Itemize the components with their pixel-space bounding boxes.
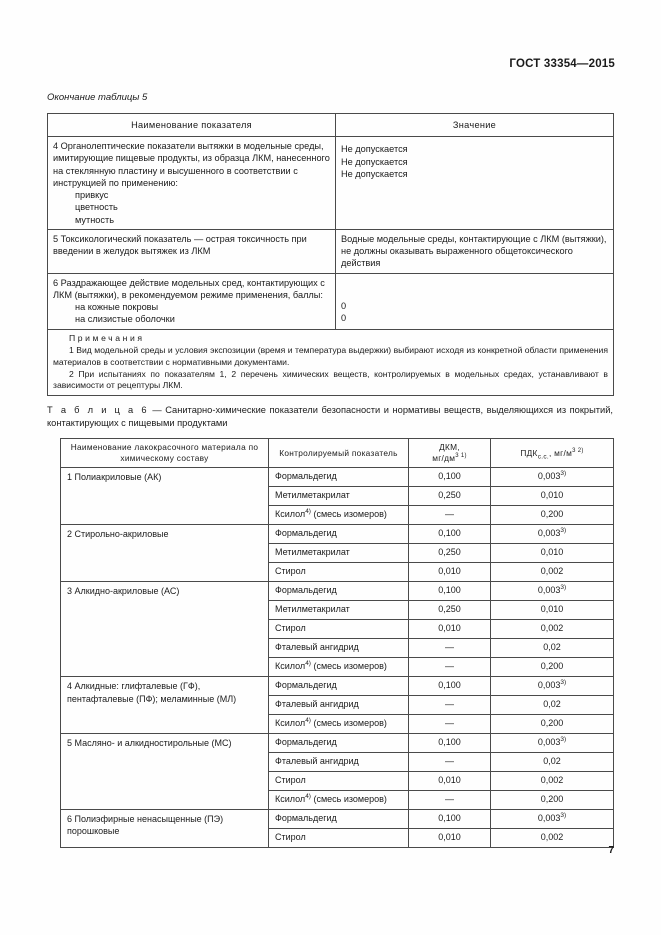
dkm-value: 0,250: [409, 487, 491, 506]
table5-col-name: Наименование показателя: [48, 114, 336, 137]
table5-row2-name: [48, 273, 336, 329]
pdk-value: 0,003$^{3)}$: [491, 809, 614, 828]
dkm-value: 0,100: [409, 733, 491, 752]
pdk-subscript: с.с.: [537, 453, 549, 461]
indicator-cell: Стирол: [269, 620, 409, 639]
indicator-cell: Формальдегид: [269, 733, 409, 752]
table6-col-material: Наименование лакокрасочного материала по химическому составу: [61, 439, 269, 468]
table5-notes-row: [48, 329, 614, 395]
table5-row0-val2: Не допускается: [341, 168, 408, 179]
dkm-value: —: [409, 752, 491, 771]
footnote-marker: 4): [305, 716, 311, 724]
dkm-sup: 3 1): [455, 453, 467, 460]
table5-row2-sub1: на слизистые оболочки: [75, 314, 175, 325]
dkm-value: 0,100: [409, 525, 491, 544]
table6-caption-text: — Санитарно-химические показатели безопасности и нормативы веществ, выделяющихся из покрытий, контактирующих с пищевыми продуктами: [47, 405, 614, 429]
table5-row2-sub0: на кожные покровы: [75, 302, 159, 313]
pdk-value: 0,003$^{3)}$: [491, 733, 614, 752]
indicator-cell: Стирол: [269, 771, 409, 790]
footnote-marker: 4): [305, 508, 311, 516]
dkm-value: —: [409, 696, 491, 715]
page-number: 7: [608, 845, 614, 856]
dkm-value: —: [409, 639, 491, 658]
table5-caption: Окончание таблицы 5: [47, 92, 148, 103]
material-cell: 5 Масляно- и алкидностирольные (МС): [61, 733, 269, 809]
dkm-value: 0,250: [409, 601, 491, 620]
pdk-value: 0,02: [491, 752, 614, 771]
pdk-value: 0,02: [491, 696, 614, 715]
pdk-value: 0,003$^{3)}$: [491, 525, 614, 544]
table6-col-dkm: [409, 439, 491, 468]
indicator-cell: Стирол: [269, 563, 409, 582]
footnote-marker: 3): [560, 735, 567, 743]
dkm-value: 0,100: [409, 809, 491, 828]
footnote-marker: 3): [560, 470, 567, 478]
pdk-value: 0,02: [491, 639, 614, 658]
table-row: [48, 137, 614, 230]
table6-header-row: [61, 439, 614, 468]
footnote-marker: 3): [560, 679, 567, 687]
table-row: [61, 525, 614, 544]
table-row: [61, 582, 614, 601]
table6-col-indicator: Контролируемый показатель: [269, 439, 409, 468]
table-row: [61, 809, 614, 828]
footnote-marker: 3): [560, 527, 567, 535]
pdk-value: 0,003$^{3)}$: [491, 582, 614, 601]
indicator-cell: Стирол: [269, 828, 409, 847]
note-item: 1 Вид модельной среды и условия экспозиции (время и температура выдержки) выбирают исходя из конкретной области применения материалов в соответствии с нормативными документами.: [53, 345, 608, 367]
dkm-value: 0,010: [409, 828, 491, 847]
table-row: [48, 273, 614, 329]
table-row: [61, 468, 614, 487]
table6: [60, 438, 614, 848]
table5-row2-value: [336, 273, 614, 329]
dkm-value: 0,100: [409, 582, 491, 601]
indicator-cell: Ксилол$^{4)}$ (смесь изомеров): [269, 506, 409, 525]
table6-caption-label: Т а б л и ц а 6: [47, 405, 149, 415]
table-row: [61, 733, 614, 752]
footnote-marker: 4): [305, 660, 311, 668]
dkm-value: 0,100: [409, 468, 491, 487]
indicator-cell: Ксилол$^{4)}$ (смесь изомеров): [269, 790, 409, 809]
standard-header: ГОСТ 33354—2015: [509, 58, 615, 70]
material-cell: 4 Алкидные: глифталевые (ГФ), пентафталевые (ПФ); меламинные (МЛ): [61, 677, 269, 734]
pdk-value: 0,200: [491, 506, 614, 525]
dkm-value: —: [409, 714, 491, 733]
table5-row1-name: 5 Токсикологический показатель — острая токсичность при введении в желудок вытяжек из ЛКМ: [48, 229, 336, 273]
pdk-value: 0,200: [491, 658, 614, 677]
material-cell: 2 Стирольно-акриловые: [61, 525, 269, 582]
indicator-cell: Формальдегид: [269, 677, 409, 696]
table5-row0-sub2: мутность: [75, 214, 114, 225]
table5-row0-val1: Не допускается: [341, 156, 408, 167]
dkm-value: 0,010: [409, 620, 491, 639]
pdk-label: ПДК: [520, 447, 538, 458]
indicator-cell: Фталевый ангидрид: [269, 696, 409, 715]
indicator-cell: Ксилол$^{4)}$ (смесь изомеров): [269, 714, 409, 733]
indicator-cell: Метилметакрилат: [269, 601, 409, 620]
indicator-cell: Фталевый ангидрид: [269, 639, 409, 658]
indicator-cell: Формальдегид: [269, 809, 409, 828]
table5-row2-val0: 0: [341, 301, 347, 312]
pdk-value: 0,200: [491, 790, 614, 809]
pdk-value: 0,010: [491, 544, 614, 563]
pdk-unit: , мг/м: [548, 447, 573, 458]
indicator-cell: Формальдегид: [269, 582, 409, 601]
notes-title: Примечания: [69, 332, 145, 343]
material-cell: 1 Полиакриловые (АК): [61, 468, 269, 525]
table-row: [61, 677, 614, 696]
pdk-value: 0,010: [491, 487, 614, 506]
dkm-value: 0,100: [409, 677, 491, 696]
material-cell: 3 Алкидно-акриловые (АС): [61, 582, 269, 677]
footnote-marker: 3): [560, 584, 567, 592]
table-row: [48, 229, 614, 273]
note-item: 2 При испытаниях по показателям 1, 2 перечень химических веществ, контролируемых в модельных средах, устанавливают в зависимости от рецептуры ЛКМ.: [53, 368, 608, 391]
dkm-value: —: [409, 506, 491, 525]
pdk-value: 0,003$^{3)}$: [491, 468, 614, 487]
pdk-value: 0,010: [491, 601, 614, 620]
table5-header-row: [48, 114, 614, 137]
indicator-cell: Ксилол$^{4)}$ (смесь изомеров): [269, 658, 409, 677]
table5-row0-name: [48, 137, 336, 230]
dkm-unit: мг/дм: [432, 453, 456, 464]
table5-notes: [48, 329, 614, 395]
material-cell: 6 Полиэфирные ненасыщенные (ПЭ) порошковые: [61, 809, 269, 847]
dkm-value: 0,010: [409, 771, 491, 790]
table6-caption: [47, 404, 613, 430]
dkm-value: 0,010: [409, 563, 491, 582]
indicator-cell: Формальдегид: [269, 525, 409, 544]
indicator-cell: Формальдегид: [269, 468, 409, 487]
table5-row1-value: Водные модельные среды, контактирующие с ЛКМ (вытяжки), не должны оказывать выраженного общетоксического действия: [336, 229, 614, 273]
table5-row0-main: 4 Органолептические показатели вытяжки в модельные среды, имитирующие пищевые продукты, из образца ЛКМ, нанесенного на стеклянную пластину и высушенного в соответствии с инструкцией по применению:: [53, 141, 330, 188]
pdk-value: 0,002: [491, 828, 614, 847]
footnote-marker: 4): [305, 792, 311, 800]
indicator-cell: Метилметакрилат: [269, 544, 409, 563]
footnote-marker: 3): [560, 811, 567, 819]
table5-row0-val0: Не допускается: [341, 144, 408, 155]
dkm-value: —: [409, 658, 491, 677]
table5-row0-sub0: привкус: [75, 190, 109, 201]
table5-col-value: Значение: [336, 114, 614, 137]
table5-row2-val1: 0: [341, 313, 347, 324]
table6-body: [61, 468, 614, 847]
pdk-value: 0,002: [491, 620, 614, 639]
table5: [47, 113, 614, 396]
dkm-label: ДКМ,: [439, 442, 460, 452]
pdk-value: 0,002: [491, 563, 614, 582]
pdk-value: 0,003$^{3)}$: [491, 677, 614, 696]
pdk-sup: 3 2): [572, 447, 584, 454]
pdk-value: 0,002: [491, 771, 614, 790]
table5-row0-sub1: цветность: [75, 202, 118, 213]
dkm-value: —: [409, 790, 491, 809]
table5-row0-value: [336, 137, 614, 230]
table6-col-pdk: [491, 439, 614, 468]
table5-row2-main: 6 Раздражающее действие модельных сред, контактирующих с ЛКМ (вытяжки), в рекомендуемом режиме применения, баллы:: [53, 277, 325, 300]
dkm-value: 0,250: [409, 544, 491, 563]
indicator-cell: Метилметакрилат: [269, 487, 409, 506]
indicator-cell: Фталевый ангидрид: [269, 752, 409, 771]
pdk-value: 0,200: [491, 714, 614, 733]
